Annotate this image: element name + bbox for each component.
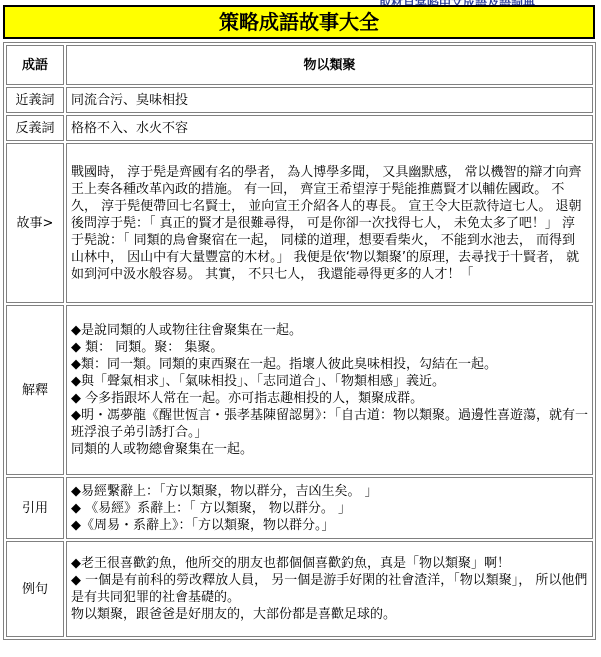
explanation-line: ◆ 類： 同類。聚： 集聚。	[71, 340, 224, 355]
story-text: 戰國時， 淳于髡是齊國有名的學者， 為人博學多聞， 又具幽默感， 常以機智的辯才向齊王上奏各種改革內政的措施。 有一回， 齊宣王希望淳于髡能推薦賢才以輔佐國政。 不久， 淳于髡便帶回七名賢士， 並向宣王介紹各人的專長。 宣王令大臣款待這七人。 退朝後問淳于髡：「 真正的賢才是很難尋得， 可是你卻一次找得七人， 未免太多了吧！」 淳于髡說：「 同類的鳥會聚宿在一起， 同樣的道理，想要看柴火， 不能到水池去， 而得到山林中， 因山中有大量豐富的木材。」 我便是依‘物以類聚’的原理，去尋找于十賢者， 就如到河中汲水般容易。 其實， 不只七人， 我還能尋得更多的人才！「	[71, 164, 582, 282]
explanation-line: ◆與「聲氣相求」、「氣味相投」、「志同道合」、「物類相感」義近。	[71, 374, 445, 389]
example-line: 物以類聚，跟爸爸是好朋友的，大部份都是喜歡足球的。	[71, 607, 397, 622]
citation-label: 引用	[6, 477, 64, 539]
header-label: 成語	[6, 45, 64, 85]
antonyms-value	[66, 115, 593, 141]
example-line: ◆老王很喜歡釣魚，他所交的朋友也都個個喜歡釣魚，真是「物以類聚」啊！	[71, 556, 510, 571]
antonyms-text: 格格不入、水火不容	[71, 120, 189, 136]
explanation-line: 同類的人或物總會聚集在一起。	[71, 442, 254, 457]
explanation-row	[6, 305, 593, 475]
example-line: ◆ 一個是有前科的勞改釋放人員， 另一個是游手好閑的社會渣洋，「物以類聚」， 所以他們是有共同犯罪的社會基礎的。	[71, 573, 588, 605]
story-label: 故事>	[6, 143, 64, 303]
example-row	[6, 541, 593, 637]
synonyms-row	[6, 87, 593, 113]
story-value	[66, 143, 593, 303]
synonyms-value	[66, 87, 593, 113]
citation-line: ◆易經繫辭上：「方以類聚，物以群分，吉凶生矣。 」	[71, 483, 378, 499]
citation-row	[6, 477, 593, 539]
antonyms-label: 反義詞	[6, 115, 64, 141]
story-row	[6, 143, 593, 303]
header-row	[6, 45, 593, 85]
example-value	[66, 541, 593, 637]
example-label: 例句	[6, 541, 64, 637]
explanation-line: ◆明・馮夢龍《醒世恆言・張孝基陳留認舅》：「自古道：物以類聚。過邊性喜遊蕩，就有一班浮浪子弟引誘打合。」	[71, 408, 588, 440]
citation-line: ◆《周易・系辭上》：「方以類聚，物以群分。」	[71, 517, 335, 533]
idiom-table	[3, 42, 596, 640]
idiom-name: 物以類聚	[66, 45, 593, 85]
page-title: 策略成語故事大全	[3, 5, 595, 39]
explanation-label: 解釋	[6, 305, 64, 475]
citation-value	[66, 477, 593, 539]
synonyms-label: 近義詞	[6, 87, 64, 113]
explanation-line: ◆是說同類的人或物往往會聚集在一起。	[71, 323, 302, 338]
citation-line: ◆ 《易經》系辭上：「 方以類聚， 物以群分。 」	[71, 500, 352, 516]
explanation-line: ◆類：同一類。同類的東西聚在一起。指壞人彼此臭味相投，勾結在一起。	[71, 357, 497, 372]
explanation-value	[66, 305, 593, 475]
antonyms-row	[6, 115, 593, 141]
synonyms-text: 同流合污、臭味相投	[71, 92, 189, 108]
explanation-line: ◆ 今多指跟坏人常在一起。亦可指志趣相投的人，類聚成群。	[71, 391, 424, 406]
